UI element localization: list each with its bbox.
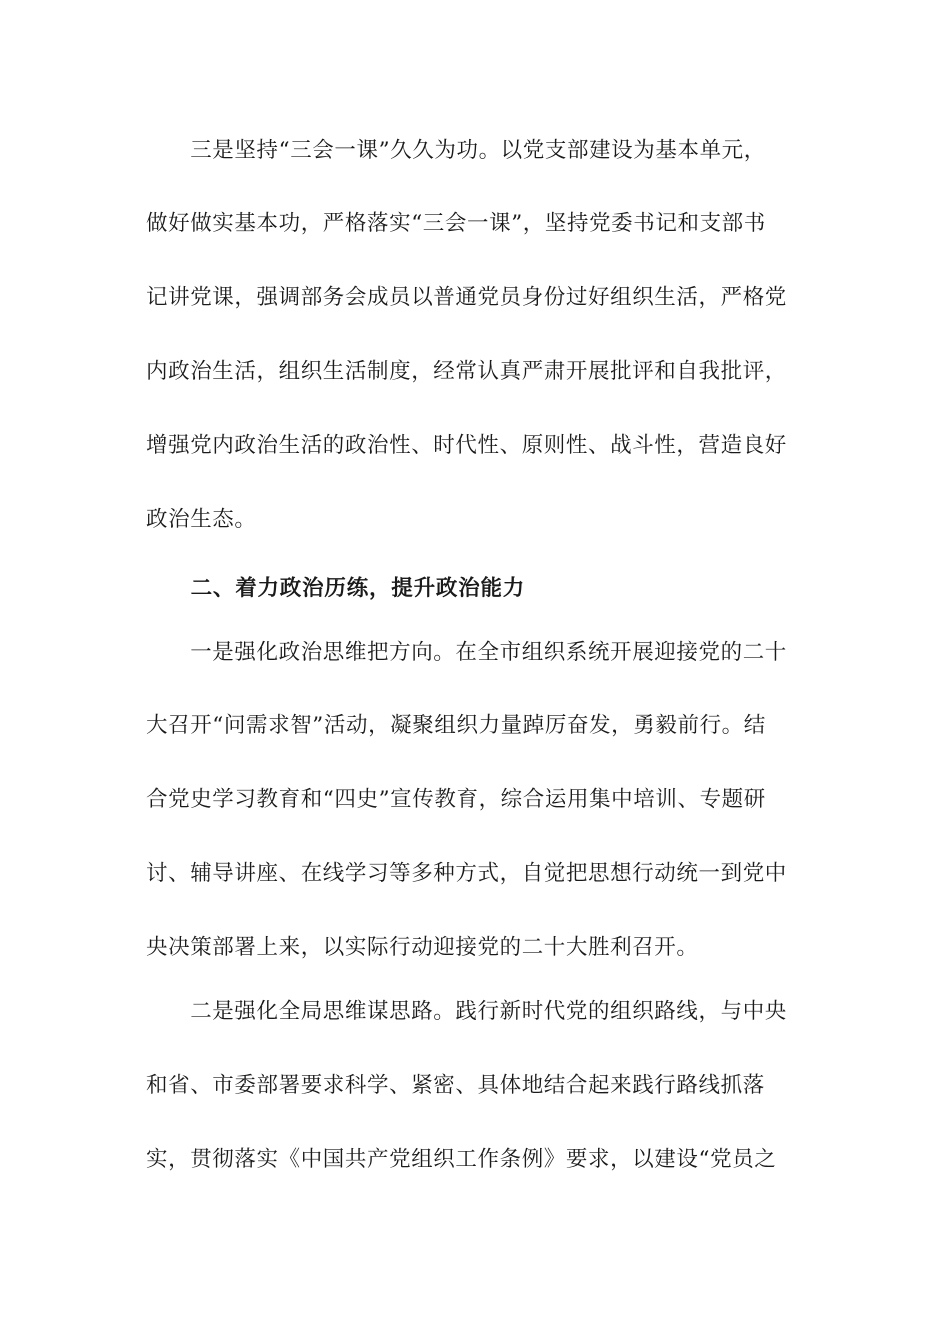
paragraph-3-line-2: 做好做实基本功，严格落实“三会一课”，坚持党委书记和支部书 — [146, 211, 766, 236]
paragraph-3-line-3: 记讲党课，强调部务会成员以普通党员身份过好组织生活，严格党 — [146, 285, 787, 310]
paragraph-3-line-5: 增强党内政治生活的政治性、时代性、原则性、战斗性，营造良好 — [146, 433, 787, 458]
paragraph-4-line-4: 讨、辅导讲座、在线学习等多种方式，自觉把思想行动统一到党中 — [146, 861, 787, 886]
paragraph-4-line-2: 大召开“问需求智”活动，凝聚组织力量踔厉奋发，勇毅前行。结 — [146, 713, 766, 738]
section-heading: 二、着力政治历练，提升政治能力 — [146, 576, 526, 601]
paragraph-5-line-2: 和省、市委部署要求科学、紧密、具体地结合起来践行路线抓落 — [146, 1073, 765, 1098]
paragraph-3-line-1: 三是坚持“三会一课”久久为功。以党支部建设为基本单元， — [146, 138, 766, 163]
paragraph-4-line-1: 一是强化政治思维把方向。在全市组织系统开展迎接党的二十 — [146, 640, 787, 665]
paragraph-5-line-1: 二是强化全局思维谋思路。践行新时代党的组织路线，与中央 — [146, 999, 787, 1024]
paragraph-3-line-4: 内政治生活，组织生活制度，经常认真严肃开展批评和自我批评， — [146, 359, 787, 384]
paragraph-3-line-6: 政治生态。 — [146, 507, 257, 532]
paragraph-5-line-3: 实，贯彻落实《中国共产党组织工作条例》要求，以建设“党员之 — [146, 1147, 777, 1172]
paragraph-4-line-3: 合党史学习教育和“四史”宣传教育，综合运用集中培训、专题研 — [146, 787, 766, 812]
paragraph-4-line-5: 央决策部署上来，以实际行动迎接党的二十大胜利召开。 — [146, 935, 699, 960]
